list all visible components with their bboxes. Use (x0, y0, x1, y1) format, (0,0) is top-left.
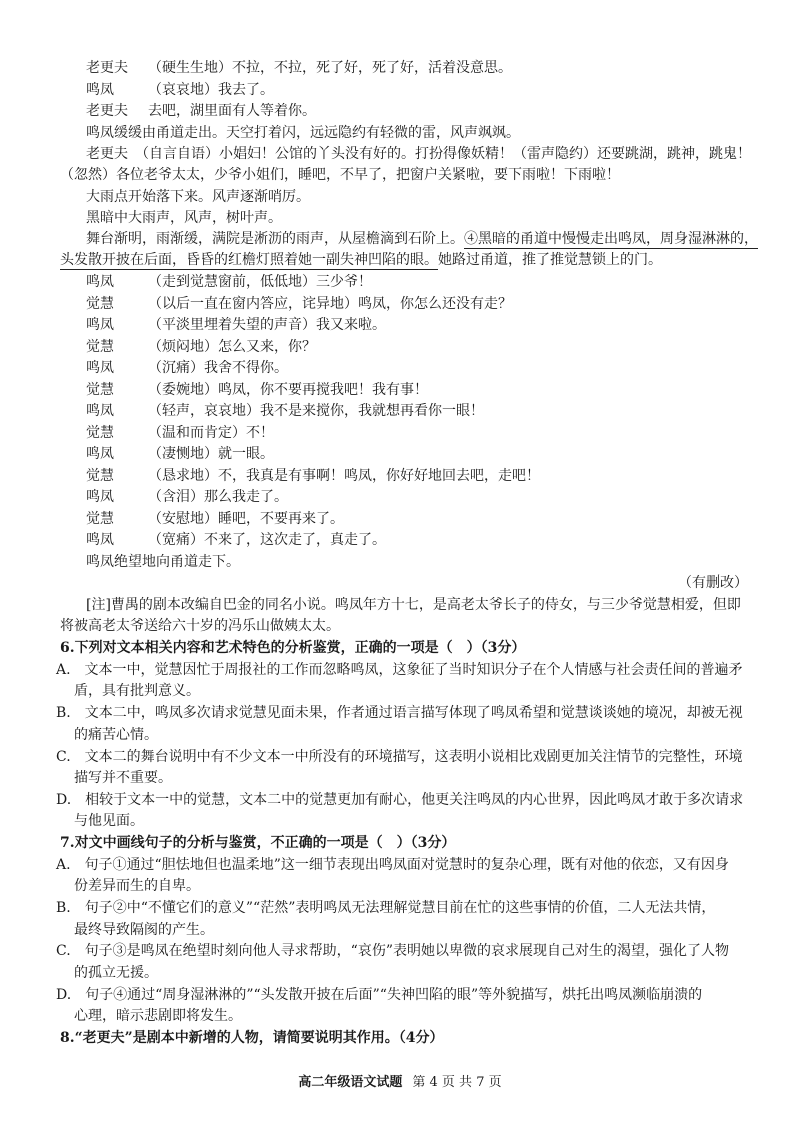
speaker-name: 觉慧 (86, 382, 114, 398)
dialogue-line (0, 466, 800, 486)
speaker-name: 鸣凤 (86, 532, 114, 548)
stage-direction: 大雨点开始落下来。风声逐渐哨厉。 (86, 189, 310, 205)
speaker-name: 鸣凤 (86, 82, 114, 98)
speaker-name: 觉慧 (86, 425, 114, 441)
line-text: （委婉地）鸣凤，你不要再搅我吧！我有事！ (148, 382, 428, 398)
speaker-name: 觉慧 (86, 468, 114, 484)
dialogue-line (0, 487, 800, 507)
stage-text: 她路过甬道，推了推觉慧锁上的门。 (438, 252, 662, 268)
stage-direction: 黑暗中大雨声，风声，树叶声。 (86, 210, 282, 226)
underlined-sentence-4-cont: 头发散开披在后面，昏昏的红檐灯照着她一副失神凹陷的眼。 (60, 252, 438, 268)
question-8-stem: 8.“老更夫”是剧本中新增的人物，请简要说明其作用。（4分） (60, 1030, 444, 1046)
dialogue-line (0, 337, 800, 357)
script-line (0, 80, 800, 100)
q6-option-b-cont: 的痛苦心情。 (74, 727, 158, 743)
speaker-name: 觉慧 (86, 296, 114, 312)
dialogue-line (0, 423, 800, 443)
speaker-name: 觉慧 (86, 339, 114, 355)
dialogue-line (0, 294, 800, 314)
speaker-name: 鸣凤 (86, 360, 114, 376)
q7-option-b: B. 句子②中“不懂它们的意义”“茫然”表明鸣凤无法理解觉慧目前在忙的这些事情的价值，二人无法共情， (56, 900, 716, 916)
q6-option-b: B. 文本二中，鸣凤多次请求觉慧见面未果，作者通过语言描写体现了鸣凤希望和觉慧谈谈她的境况，却被无视 (56, 705, 743, 721)
line-text: （平淡里埋着失望的声音）我又来啦。 (148, 317, 386, 333)
q7-option-c-cont: 的孤立无援。 (74, 965, 158, 981)
dialogue-line (0, 358, 800, 378)
dialogue-line (0, 444, 800, 464)
line-text: 去吧，湖里面有人等着你。 (148, 103, 316, 119)
line-text: （温和而肯定）不！ (148, 425, 274, 441)
footnote: [注]曹禺的剧本改编自巴金的同名小说。鸣凤年方十七，是高老太爷长子的侍女，与三少爷觉慧相爱，但即 (86, 597, 741, 613)
speaker-name: 老更夫 (86, 103, 128, 119)
speaker-name: 鸣凤 (86, 274, 114, 290)
script-line (0, 101, 800, 121)
q6-option-d-cont: 与他见面。 (74, 813, 144, 829)
page-footer (0, 1074, 800, 1092)
line-text: （宽痛）不来了，这次走了，真走了。 (148, 532, 386, 548)
question-7-stem: 7.对文中画线句子的分析与鉴赏，不正确的一项是（ ）（3分） (60, 835, 456, 851)
q6-option-c: C. 文本二的舞台说明中有不少文本一中所没有的环境描写，这表明小说相比戏剧更加关注情节的完整性，环境 (56, 749, 743, 765)
speaker-name: 鸣凤 (86, 403, 114, 419)
dialogue-line (0, 272, 800, 292)
line-text: （恳求地）不，我真是有事啊！鸣凤，你好好地回去吧，走吧！ (148, 468, 540, 484)
watchman-line-cont: （忽然）各位老爷太太，少爷小姐们，睡吧，不早了，把窗户关紧啦，要下雨啦！下雨啦！ (60, 167, 620, 183)
q7-option-c: C. 句子③是鸣凤在绝望时刻向他人寻求帮助，“哀伤”表明她以卑微的哀求展现自己对生的渴望，强化了人物 (56, 943, 729, 959)
line-text: （硬生生地）不拉，不拉，死了好，死了好，活着没意思。 (148, 60, 512, 76)
watchman-line: 老更夫 （自言自语）小娼妇！公馆的丫头没有好的。打扮得像妖精！（雷声隐约）还要跳湖，跳神，跳鬼！ (86, 146, 751, 162)
q6-option-c-cont: 描写并不重要。 (74, 770, 172, 786)
line-text: （含泪）那么我走了。 (148, 489, 288, 505)
stage-text: 舞台渐明，雨渐缓，满院是淅沥的雨声，从屋檐滴到石阶上。 (86, 231, 464, 247)
source-note: （有删改） (678, 575, 748, 591)
dialogue-line (0, 401, 800, 421)
line-text: （哀哀地）我去了。 (148, 82, 274, 98)
q7-option-b-cont: 最终导致隔阂的产生。 (74, 922, 214, 938)
stage-direction: 鸣凤绝望地向甬道走下。 (86, 554, 240, 570)
line-text: （以后一直在窗内答应，诧异地）鸣凤，你怎么还没有走？ (148, 296, 512, 312)
underlined-sentence-4: ④黑暗的甬道中慢慢走出鸣凤，周身湿淋淋的， (464, 231, 758, 247)
line-text: （沉痛）我舍不得你。 (148, 360, 288, 376)
q7-option-d-cont: 心理，暗示悲剧即将发生。 (74, 1008, 242, 1024)
dialogue-line (0, 509, 800, 529)
q6-option-a-cont: 盾，具有批判意义。 (74, 683, 200, 699)
q7-option-d: D. 句子④通过“周身湿淋淋的”“头发散开披在后面”“失神凹陷的眼”等外貌描写，烘托出鸣凤濒临崩溃的 (56, 987, 703, 1003)
q6-option-a: A. 文本一中，觉慧因忙于周报社的工作而忽略鸣凤，这象征了当时知识分子在个人情感与社会责任间的普遍矛 (56, 662, 743, 678)
dialogue-line (0, 315, 800, 335)
q7-option-a: A. 句子①通过“胆怯地但也温柔地”这一细节表现出鸣凤面对觉慧时的复杂心理，既有对他的依恋，又有因身 (56, 857, 729, 873)
script-line (0, 58, 800, 78)
speaker-name: 老更夫 (86, 60, 128, 76)
speaker-name: 鸣凤 (86, 489, 114, 505)
speaker-name: 鸣凤 (86, 446, 114, 462)
page-number: 第 4 页 共 7 页 (412, 1075, 502, 1090)
stage-direction: 鸣凤缓缓由甬道走出。天空打着闪，远远隐约有轻微的雷，风声飒飒。 (86, 125, 520, 141)
line-text: （凄恻地）就一眼。 (148, 446, 274, 462)
footnote-cont: 将被高老太爷送给六十岁的冯乐山做姨太太。 (60, 618, 340, 634)
dialogue-line (0, 380, 800, 400)
q6-option-d: D. 相较于文本一中的觉慧，文本二中的觉慧更加有耐心，他更关注鸣凤的内心世界，因此鸣凤才敢于多次请求 (56, 792, 744, 808)
line-text: （安慰地）睡吧，不要再来了。 (148, 511, 344, 527)
speaker-name: 鸣凤 (86, 317, 114, 333)
footer-title: 高二年级语文试题 (298, 1075, 403, 1090)
speaker-name: 觉慧 (86, 511, 114, 527)
question-6-stem: 6.下列对文本相关内容和艺术特色的分析鉴赏，正确的一项是（ ）（3分） (60, 640, 526, 656)
q7-option-a-cont: 份差异而生的自卑。 (74, 878, 200, 894)
line-text: （轻声，哀哀地）我不是来搅你，我就想再看你一眼！ (148, 403, 484, 419)
line-text: （走到觉慧窗前，低低地）三少爷！ (148, 274, 372, 290)
stage-direction-cont (0, 250, 800, 270)
stage-direction (0, 229, 800, 249)
dialogue-line (0, 530, 800, 550)
line-text: （烦闷地）怎么又来，你？ (148, 339, 316, 355)
